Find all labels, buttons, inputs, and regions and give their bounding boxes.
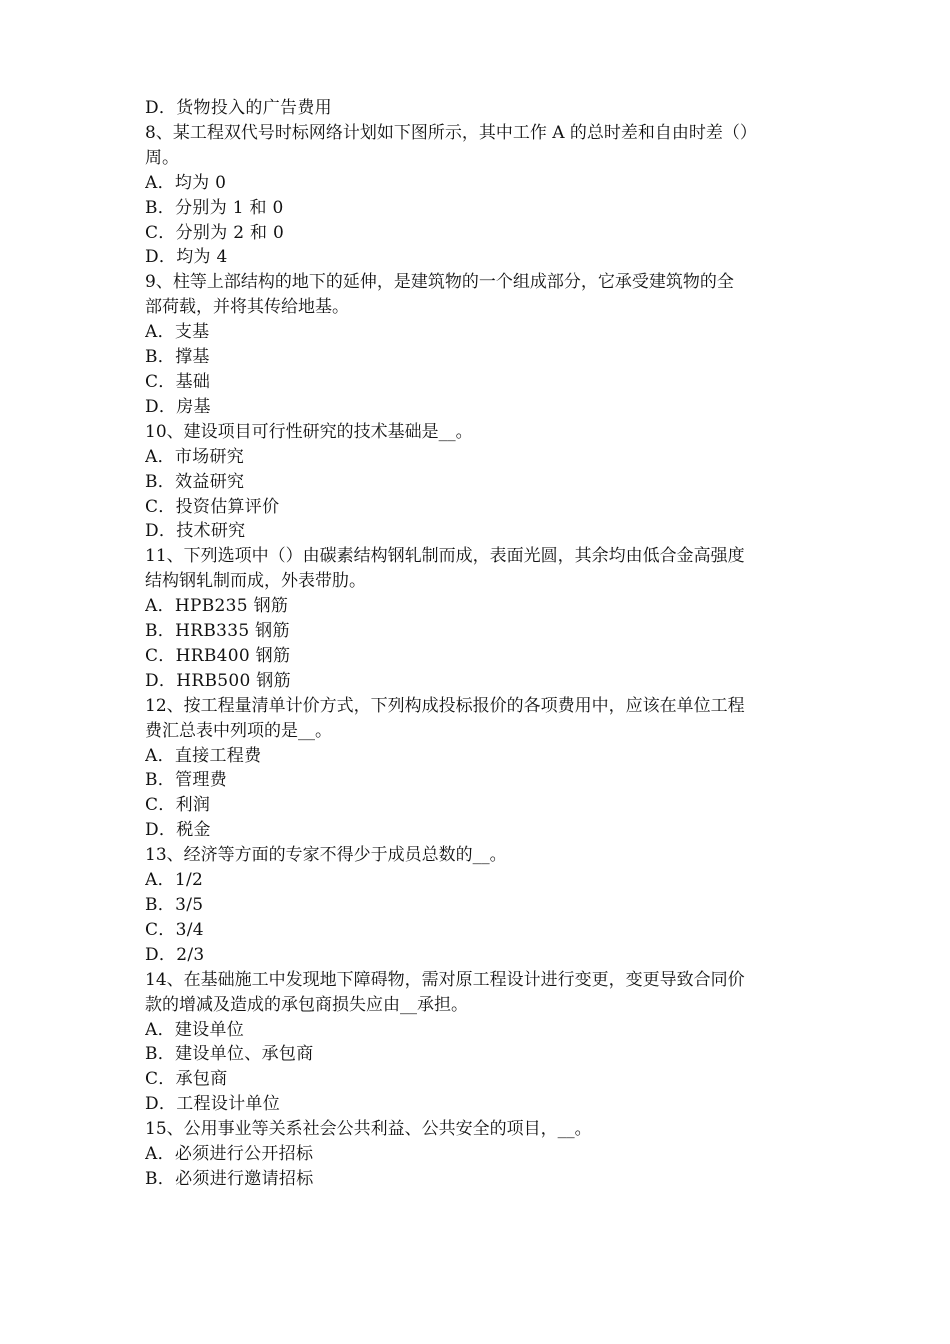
answer-option-line: B．分别为 1 和 0 [145, 197, 284, 218]
question-text-line: 款的增减及造成的承包商损失应由__承担。 [145, 994, 468, 1015]
answer-option-line: B．必须进行邀请招标 [145, 1168, 314, 1189]
question-text-line: 10、建设项目可行性研究的技术基础是__。 [145, 421, 473, 442]
answer-option-line: B．效益研究 [145, 471, 245, 492]
answer-option-line: A．直接工程费 [145, 745, 262, 766]
answer-option-line: C．HRB400 钢筋 [145, 645, 291, 666]
answer-option-line: C．投资估算评价 [145, 496, 280, 517]
answer-option-line: A．1/2 [145, 870, 204, 891]
answer-option-line: D．均为 4 [145, 247, 228, 268]
question-text-line: 12、按工程量清单计价方式，下列构成投标报价的各项费用中，应该在单位工程 [145, 695, 745, 716]
answer-option-line: B．建设单位、承包商 [145, 1044, 314, 1065]
question-text-line: 11、下列选项中（）由碳素结构钢轧制而成，表面光圆，其余均由低合金高强度 [145, 546, 745, 567]
answer-option-line: D．工程设计单位 [145, 1094, 281, 1115]
answer-option-line: C．分别为 2 和 0 [145, 222, 285, 243]
answer-option-line: D．HRB500 钢筋 [145, 670, 291, 691]
document-page [145, 96, 820, 1192]
answer-option-line: A．HPB235 钢筋 [145, 596, 289, 617]
answer-option-line: A．建设单位 [145, 1019, 245, 1040]
question-text-line: 部荷载，并将其传给地基。 [145, 297, 349, 318]
answer-option-line: D．货物投入的广告费用 [145, 98, 332, 118]
question-text-line: 15、公用事业等关系社会公共利益、公共安全的项目，__。 [145, 1119, 592, 1140]
answer-option-line: D．税金 [145, 820, 211, 841]
answer-option-line: C．利润 [145, 795, 211, 816]
answer-option-line: A．市场研究 [145, 446, 245, 467]
question-text-line: 结构钢轧制而成，外表带肋。 [145, 571, 366, 592]
question-text-line: 8、某工程双代号时标网络计划如下图所示，其中工作 A 的总时差和自由时差（） [145, 122, 757, 143]
answer-option-line: B．管理费 [145, 770, 227, 791]
question-text-line: 14、在基础施工中发现地下障碍物，需对原工程设计进行变更，变更导致合同价 [145, 969, 745, 990]
question-text-line: 9、柱等上部结构的地下的延伸，是建筑物的一个组成部分，它承受建筑物的全 [145, 272, 734, 293]
question-text-line: 费汇总表中列项的是__。 [145, 720, 332, 741]
answer-option-line: B．撑基 [145, 347, 210, 368]
question-text-line: 周。 [145, 147, 179, 168]
answer-option-line: B．3/5 [145, 895, 204, 915]
answer-option-line: D．2/3 [145, 944, 205, 965]
answer-option-line: A．均为 0 [145, 172, 227, 193]
question-text-line: 13、经济等方面的专家不得少于成员总数的__。 [145, 845, 507, 866]
answer-option-line: A．必须进行公开招标 [145, 1144, 314, 1165]
answer-option-line: D．技术研究 [145, 521, 246, 542]
answer-option-line: B．HRB335 钢筋 [145, 621, 290, 642]
answer-option-line: A．支基 [145, 322, 210, 343]
answer-option-line: C．承包商 [145, 1069, 228, 1090]
answer-option-line: C．3/4 [145, 919, 204, 940]
answer-option-line: C．基础 [145, 371, 211, 392]
answer-option-line: D．房基 [145, 396, 211, 417]
